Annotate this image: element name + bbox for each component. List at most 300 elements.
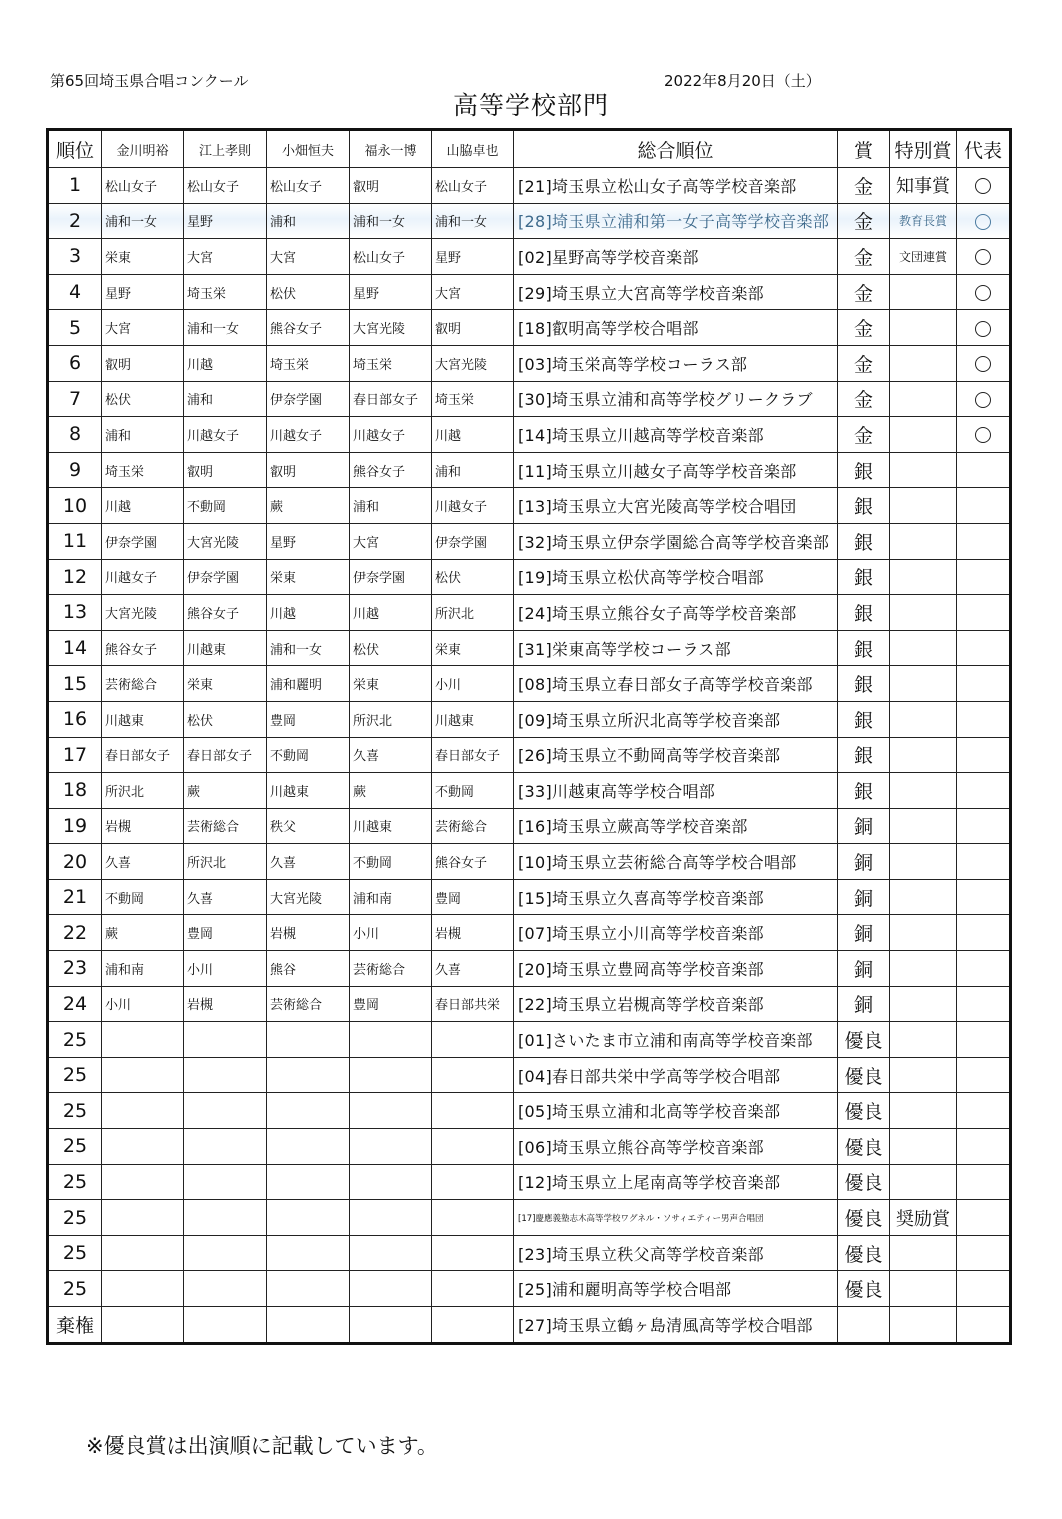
overall-cell: [12]埼玉県立上尾南高等学校音楽部 [514,1164,838,1200]
judge-rank-cell: 小川 [102,986,184,1022]
award-cell: 金 [838,345,890,381]
rank-cell: 19 [48,808,102,844]
judge-rank-cell: 松伏 [184,701,267,737]
judge-rank-cell: 伊奈学園 [432,523,514,559]
page-title: 高等学校部門 [452,91,609,120]
representative-circle-icon [975,214,991,230]
judge-rank-cell [184,1271,267,1307]
representative-cell [957,239,1011,275]
representative-cell [957,417,1011,453]
special-award-cell [890,1129,957,1165]
judge-rank-cell: 浦和 [102,417,184,453]
special-award-cell: 知事賞 [890,168,957,204]
judge-rank-cell [267,1057,350,1093]
judge-rank-cell [184,1235,267,1271]
representative-circle-icon [975,356,991,372]
representative-cell [957,168,1011,204]
overall-cell: [30]埼玉県立浦和高等学校グリークラブ [514,381,838,417]
judge-rank-cell: 大宮光陵 [102,595,184,631]
judge-rank-cell: 伊奈学園 [350,559,432,595]
rank-cell: 25 [48,1129,102,1165]
award-cell: 優良 [838,1235,890,1271]
overall-cell: [31]栄東高等学校コーラス部 [514,630,838,666]
judge-rank-cell: 埼玉栄 [432,381,514,417]
special-award-cell [890,595,957,631]
special-award-cell [890,1235,957,1271]
rank-cell: 8 [48,417,102,453]
overall-cell: [25]浦和麗明高等学校合唱部 [514,1271,838,1307]
rank-cell: 5 [48,310,102,346]
table-row [48,345,1011,381]
judge-rank-cell: 蕨 [350,773,432,809]
judge-rank-cell: 川越 [267,595,350,631]
special-award-cell [890,630,957,666]
representative-circle-icon [975,249,991,265]
judge-rank-cell: 大宮光陵 [432,345,514,381]
judge-rank-cell: 熊谷女子 [432,844,514,880]
judge-rank-cell [102,1307,184,1344]
rank-cell: 22 [48,915,102,951]
judge-rank-cell: 豊岡 [432,879,514,915]
special-award-cell [890,737,957,773]
overall-cell: [05]埼玉県立浦和北高等学校音楽部 [514,1093,838,1129]
judge-rank-cell: 川越東 [267,773,350,809]
judge-rank-cell: 蕨 [184,773,267,809]
judge-rank-cell [102,1200,184,1236]
judge-rank-cell: 不動岡 [350,844,432,880]
judge-rank-cell: 蕨 [267,488,350,524]
special-award-cell [890,417,957,453]
table-row [48,1093,1011,1129]
table-row [48,1057,1011,1093]
table-row [48,310,1011,346]
judge-rank-cell: 川越女子 [350,417,432,453]
rank-cell: 25 [48,1235,102,1271]
header-judge-3: 小畑恒夫 [267,130,350,168]
judge-rank-cell: 芸術総合 [184,808,267,844]
judge-rank-cell: 岩槻 [102,808,184,844]
header-rank: 順位 [48,130,102,168]
rank-cell: 10 [48,488,102,524]
overall-cell: [07]埼玉県立小川高等学校音楽部 [514,915,838,951]
table-row [48,381,1011,417]
judge-rank-cell [267,1093,350,1129]
overall-cell: [26]埼玉県立不動岡高等学校音楽部 [514,737,838,773]
rank-cell: 25 [48,1164,102,1200]
judge-rank-cell: 大宮 [432,274,514,310]
judge-rank-cell [267,1307,350,1344]
judge-rank-cell: 大宮 [267,239,350,275]
rank-cell: 18 [48,773,102,809]
judge-rank-cell: 伊奈学園 [267,381,350,417]
award-cell: 優良 [838,1200,890,1236]
table-row [48,986,1011,1022]
representative-cell [957,595,1011,631]
judge-rank-cell: 大宮 [350,523,432,559]
judge-rank-cell: 栄東 [432,630,514,666]
table-row [48,951,1011,987]
award-cell: 金 [838,381,890,417]
table-row [48,452,1011,488]
table-row [48,1235,1011,1271]
judge-rank-cell: 埼玉栄 [350,345,432,381]
award-cell: 優良 [838,1022,890,1058]
judge-rank-cell [102,1164,184,1200]
rank-cell: 21 [48,879,102,915]
judge-rank-cell: 叡明 [350,168,432,204]
overall-cell: [29]埼玉県立大宮高等学校音楽部 [514,274,838,310]
representative-cell [957,1307,1011,1344]
judge-rank-cell [432,1200,514,1236]
judge-rank-cell: 熊谷女子 [102,630,184,666]
representative-circle-icon [975,285,991,301]
representative-cell [957,1200,1011,1236]
rank-cell: 24 [48,986,102,1022]
overall-cell: [10]埼玉県立芸術総合高等学校合唱部 [514,844,838,880]
judge-rank-cell: 浦和一女 [350,203,432,239]
judge-rank-cell: 春日部女子 [184,737,267,773]
special-award-cell [890,1057,957,1093]
representative-cell [957,1271,1011,1307]
representative-cell [957,1022,1011,1058]
judge-rank-cell: 川越 [350,595,432,631]
judge-rank-cell: 川越女子 [184,417,267,453]
judge-rank-cell: 大宮光陵 [184,523,267,559]
header-judge-5: 山脇卓也 [432,130,514,168]
judge-rank-cell [184,1200,267,1236]
table-row [48,239,1011,275]
event-date: 2022年8月20日（土） [664,72,821,90]
representative-cell [957,1129,1011,1165]
special-award-cell [890,879,957,915]
award-cell: 銀 [838,630,890,666]
judge-rank-cell: 芸術総合 [432,808,514,844]
judge-rank-cell: 叡明 [267,452,350,488]
representative-cell [957,773,1011,809]
award-cell: 優良 [838,1057,890,1093]
rank-cell: 4 [48,274,102,310]
header-representative: 代表 [957,130,1011,168]
special-award-cell [890,488,957,524]
special-award-cell: 奨励賞 [890,1200,957,1236]
representative-cell [957,808,1011,844]
overall-cell: [14]埼玉県立川越高等学校音楽部 [514,417,838,453]
judge-rank-cell [184,1093,267,1129]
table-row [48,523,1011,559]
special-award-cell [890,381,957,417]
table-row [48,1164,1011,1200]
overall-cell: [19]埼玉県立松伏高等学校合唱部 [514,559,838,595]
judge-rank-cell [350,1093,432,1129]
overall-cell: [02]星野高等学校音楽部 [514,239,838,275]
event-name: 第65回埼玉県合唱コンクール [50,72,249,90]
judge-rank-cell [350,1271,432,1307]
overall-cell: [32]埼玉県立伊奈学園総合高等学校音楽部 [514,523,838,559]
award-cell: 銅 [838,808,890,844]
table-row [48,595,1011,631]
rank-cell: 棄権 [48,1307,102,1344]
overall-cell: [21]埼玉県立松山女子高等学校音楽部 [514,168,838,204]
judge-rank-cell: 川越東 [350,808,432,844]
special-award-cell [890,1164,957,1200]
rank-cell: 7 [48,381,102,417]
overall-cell: [09]埼玉県立所沢北高等学校音楽部 [514,701,838,737]
table-row [48,630,1011,666]
judge-rank-cell: 所沢北 [184,844,267,880]
judge-rank-cell: 叡明 [432,310,514,346]
judge-rank-cell: 星野 [184,203,267,239]
special-award-cell [890,773,957,809]
judge-rank-cell: 秩父 [267,808,350,844]
award-cell: 銀 [838,452,890,488]
representative-cell [957,1235,1011,1271]
footnote: ※優良賞は出演順に記載しています。 [86,1434,438,1458]
representative-circle-icon [975,321,991,337]
rank-cell: 15 [48,666,102,702]
representative-cell [957,274,1011,310]
award-cell: 金 [838,274,890,310]
judge-rank-cell [432,1093,514,1129]
judge-rank-cell: 不動岡 [432,773,514,809]
special-award-cell [890,1307,957,1344]
judge-rank-cell [267,1129,350,1165]
representative-cell [957,879,1011,915]
special-award-cell [890,523,957,559]
judge-rank-cell: 松伏 [432,559,514,595]
judge-rank-cell [267,1200,350,1236]
rank-cell: 12 [48,559,102,595]
representative-cell [957,1093,1011,1129]
table-row [48,1022,1011,1058]
judge-rank-cell: 川越女子 [432,488,514,524]
judge-rank-cell [102,1093,184,1129]
representative-cell [957,1057,1011,1093]
judge-rank-cell: 小川 [184,951,267,987]
judge-rank-cell: 春日部共栄 [432,986,514,1022]
judge-rank-cell: 所沢北 [432,595,514,631]
special-award-cell: 教育長賞 [890,203,957,239]
judge-rank-cell: 浦和一女 [102,203,184,239]
rank-cell: 3 [48,239,102,275]
judge-rank-cell [432,1164,514,1200]
judge-rank-cell: 松伏 [267,274,350,310]
table-row [48,1200,1011,1236]
overall-cell: [27]埼玉県立鶴ヶ島清風高等学校合唱部 [514,1307,838,1344]
rank-cell: 2 [48,203,102,239]
judge-rank-cell: 浦和一女 [184,310,267,346]
judge-rank-cell: 松山女子 [432,168,514,204]
judge-rank-cell: 川越 [102,488,184,524]
judge-rank-cell: 浦和 [184,381,267,417]
judge-rank-cell [267,1271,350,1307]
table-row [48,559,1011,595]
table-row [48,701,1011,737]
judge-rank-cell: 久喜 [432,951,514,987]
representative-cell [957,523,1011,559]
overall-cell: [18]叡明高等学校合唱部 [514,310,838,346]
representative-cell [957,701,1011,737]
special-award-cell [890,1093,957,1129]
representative-cell [957,630,1011,666]
award-cell: 銅 [838,879,890,915]
representative-cell [957,951,1011,987]
overall-cell: [15]埼玉県立久喜高等学校音楽部 [514,879,838,915]
judge-rank-cell: 久喜 [184,879,267,915]
judge-rank-cell [267,1022,350,1058]
judge-rank-cell: 川越女子 [267,417,350,453]
table-row [48,274,1011,310]
representative-circle-icon [975,178,991,194]
judge-rank-cell: 久喜 [267,844,350,880]
judge-rank-cell: 伊奈学園 [184,559,267,595]
judge-rank-cell [350,1057,432,1093]
special-award-cell [890,701,957,737]
rank-cell: 9 [48,452,102,488]
judge-rank-cell: 春日部女子 [350,381,432,417]
award-cell: 金 [838,239,890,275]
judge-rank-cell [432,1022,514,1058]
judge-rank-cell [102,1235,184,1271]
table-row [48,168,1011,204]
rank-cell: 25 [48,1057,102,1093]
judge-rank-cell: 大宮光陵 [350,310,432,346]
rank-cell: 17 [48,737,102,773]
judge-rank-cell: 川越東 [432,701,514,737]
award-cell: 金 [838,168,890,204]
judge-rank-cell [350,1307,432,1344]
overall-cell: [23]埼玉県立秩父高等学校音楽部 [514,1235,838,1271]
representative-cell [957,915,1011,951]
special-award-cell [890,310,957,346]
judge-rank-cell: 熊谷 [267,951,350,987]
rank-cell: 13 [48,595,102,631]
judge-rank-cell: 浦和 [432,452,514,488]
judge-rank-cell: 芸術総合 [350,951,432,987]
special-award-cell [890,1022,957,1058]
overall-cell: [17]慶應義塾志木高等学校ワグネル・ソサィエティー男声合唱団 [514,1200,838,1236]
special-award-cell: 文団連賞 [890,239,957,275]
judge-rank-cell: 浦和南 [102,951,184,987]
judge-rank-cell: 川越東 [102,701,184,737]
judge-rank-cell: 埼玉栄 [102,452,184,488]
judge-rank-cell: 浦和一女 [432,203,514,239]
representative-cell [957,310,1011,346]
judge-rank-cell: 松山女子 [184,168,267,204]
judge-rank-cell: 栄東 [102,239,184,275]
award-cell: 優良 [838,1129,890,1165]
judge-rank-cell: 久喜 [102,844,184,880]
judge-rank-cell: 岩槻 [432,915,514,951]
header-special: 特別賞 [890,130,957,168]
results-table [46,128,1012,1345]
award-cell: 銀 [838,488,890,524]
rank-cell: 25 [48,1200,102,1236]
judge-rank-cell [102,1271,184,1307]
table-row [48,737,1011,773]
judge-rank-cell [350,1129,432,1165]
judge-rank-cell: 久喜 [350,737,432,773]
representative-cell [957,1164,1011,1200]
overall-cell: [24]埼玉県立熊谷女子高等学校音楽部 [514,595,838,631]
table-row [48,1271,1011,1307]
special-award-cell [890,345,957,381]
judge-rank-cell [350,1235,432,1271]
judge-rank-cell: 星野 [432,239,514,275]
judge-rank-cell: 豊岡 [184,915,267,951]
overall-cell: [16]埼玉県立蕨高等学校音楽部 [514,808,838,844]
judge-rank-cell: 大宮 [102,310,184,346]
award-cell: 銀 [838,523,890,559]
judge-rank-cell: 小川 [350,915,432,951]
special-award-cell [890,915,957,951]
overall-cell: [04]春日部共栄中学高等学校合唱部 [514,1057,838,1093]
judge-rank-cell: 松伏 [350,630,432,666]
representative-cell [957,345,1011,381]
judge-rank-cell: 岩槻 [184,986,267,1022]
representative-cell [957,737,1011,773]
overall-cell: [33]川越東高等学校合唱部 [514,773,838,809]
special-award-cell [890,452,957,488]
representative-circle-icon [975,427,991,443]
judge-rank-cell: 浦和 [267,203,350,239]
award-cell: 銀 [838,595,890,631]
judge-rank-cell: 浦和南 [350,879,432,915]
representative-cell [957,986,1011,1022]
representative-cell [957,488,1011,524]
award-cell: 銀 [838,666,890,702]
judge-rank-cell [102,1129,184,1165]
award-cell: 銀 [838,701,890,737]
judge-rank-cell: 不動岡 [102,879,184,915]
award-cell: 銅 [838,986,890,1022]
judge-rank-cell [432,1271,514,1307]
table-row [48,666,1011,702]
special-award-cell [890,951,957,987]
overall-cell: [03]埼玉栄高等学校コーラス部 [514,345,838,381]
judge-rank-cell: 星野 [350,274,432,310]
judge-rank-cell: 不動岡 [267,737,350,773]
judge-rank-cell: 叡明 [102,345,184,381]
rank-cell: 23 [48,951,102,987]
special-award-cell [890,844,957,880]
representative-cell [957,452,1011,488]
rank-cell: 6 [48,345,102,381]
judge-rank-cell: 熊谷女子 [350,452,432,488]
representative-circle-icon [975,392,991,408]
judge-rank-cell: 不動岡 [184,488,267,524]
special-award-cell [890,559,957,595]
header-judge-4: 福永一博 [350,130,432,168]
award-cell: 銀 [838,773,890,809]
judge-rank-cell: 星野 [267,523,350,559]
award-cell: 金 [838,417,890,453]
judge-rank-cell: 栄東 [350,666,432,702]
table-row [48,1307,1011,1344]
overall-cell: [01]さいたま市立浦和南高等学校音楽部 [514,1022,838,1058]
judge-rank-cell: 春日部女子 [102,737,184,773]
table-row [48,417,1011,453]
judge-rank-cell: 川越女子 [102,559,184,595]
judge-rank-cell [350,1022,432,1058]
table-row [48,879,1011,915]
judge-rank-cell: 所沢北 [350,701,432,737]
judge-rank-cell: 小川 [432,666,514,702]
table-row [48,488,1011,524]
judge-rank-cell [350,1164,432,1200]
judge-rank-cell: 蕨 [102,915,184,951]
results-body [48,168,1011,1344]
overall-cell: [22]埼玉県立岩槻高等学校音楽部 [514,986,838,1022]
